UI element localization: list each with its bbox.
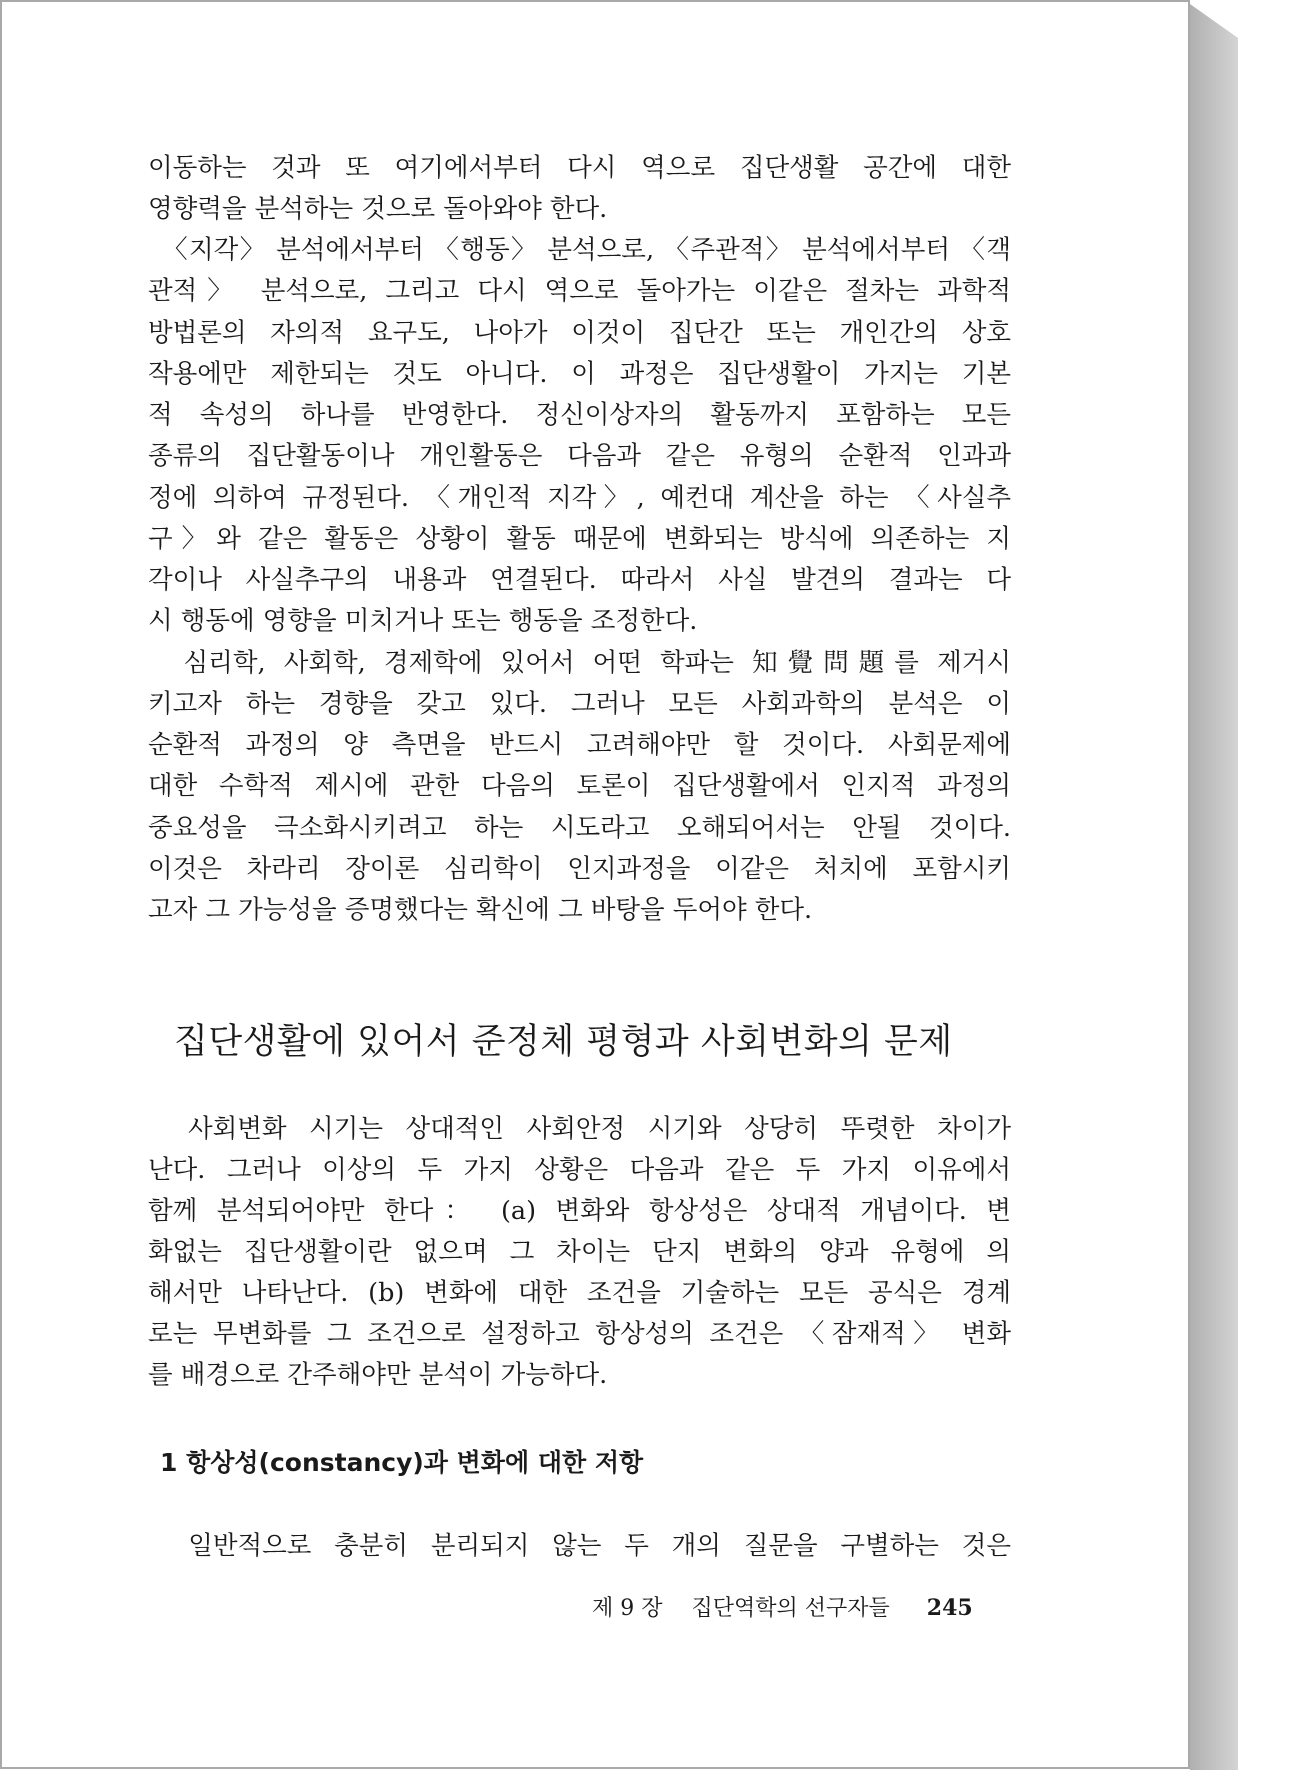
text-line: 방법론의 자의적 요구도, 나아가 이것이 집단간 또는 개인간의 상호	[148, 318, 1011, 348]
text-line: 〈지각〉 분석에서부터 〈행동〉 분석으로, 〈주관적〉 분석에서부터 〈객	[148, 235, 1011, 265]
text-line: 심리학, 사회학, 경제학에 있어서 어떤 학파는 知覺問題를 제거시	[148, 648, 1011, 678]
text-line: 사회변화 시기는 상대적인 사회안정 시기와 상당히 뚜렷한 차이가	[148, 1114, 1011, 1144]
text-line: 로는 무변화를 그 조건으로 설정하고 항상성의 조건은 〈잠재적〉 변화	[148, 1319, 1011, 1349]
text-line: 키고자 하는 경향을 갖고 있다. 그러나 모든 사회과학의 분석은 이	[148, 689, 1011, 719]
page-edge-shadow	[1190, 4, 1238, 1770]
text-line: 구〉와 같은 활동은 상황이 활동 때문에 변화되는 방식에 의존하는 지	[148, 524, 1011, 554]
page-number: 245	[926, 1595, 973, 1621]
text-line: 화없는 집단생활이란 없으며 그 차이는 단지 변화의 양과 유형에 의	[148, 1237, 1011, 1267]
text-line: 시 행동에 영향을 미치거나 또는 행동을 조정한다.	[148, 606, 698, 636]
text-line: 순환적 과정의 양 측면을 반드시 고려해야만 할 것이다. 사회문제에	[148, 730, 1011, 760]
text-line: 영향력을 분석하는 것으로 돌아와야 한다.	[148, 194, 608, 224]
text-line: 를 배경으로 간주해야만 분석이 가능하다.	[148, 1360, 608, 1390]
text-line: 일반적으로 충분히 분리되지 않는 두 개의 질문을 구별하는 것은	[148, 1531, 1011, 1561]
text-line: 난다. 그러나 이상의 두 가지 상황은 다음과 같은 두 가지 이유에서	[148, 1155, 1011, 1185]
running-footer	[592, 1593, 973, 1624]
text-line: 중요성을 극소화시키려고 하는 시도라고 오해되어서는 안될 것이다.	[148, 813, 1011, 843]
text-line: 이동하는 것과 또 여기에서부터 다시 역으로 집단생활 공간에 대한	[148, 153, 1011, 183]
text-line: 대한 수학적 제시에 관한 다음의 토론이 집단생활에서 인지적 과정의	[148, 771, 1011, 801]
text-line: 고자 그 가능성을 증명했다는 확신에 그 바탕을 두어야 한다.	[148, 895, 813, 925]
text-line: 함께 분석되어야만 한다： (a) 변화와 항상성은 상대적 개념이다. 변	[148, 1196, 1011, 1226]
text-line: 관적〉 분석으로, 그리고 다시 역으로 돌아가는 이같은 절차는 과학적	[148, 276, 1011, 306]
text-line: 해서만 나타난다. (b) 변화에 대한 조건을 기술하는 모든 공식은 경계	[148, 1278, 1011, 1308]
text-line: 이것은 차라리 장이론 심리학이 인지과정을 이같은 처치에 포함시키	[148, 854, 1011, 884]
text-line: 적 속성의 하나를 반영한다. 정신이상자의 활동까지 포함하는 모든	[148, 400, 1011, 430]
text-line: 작용에만 제한되는 것도 아니다. 이 과정은 집단생활이 가지는 기본	[148, 359, 1011, 389]
section-heading: 집단생활에 있어서 준정체 평형과 사회변화의 문제	[174, 1022, 953, 1062]
chapter-title: 집단역학의 선구자들	[691, 1596, 890, 1621]
text-line: 종류의 집단활동이나 개인활동은 다음과 같은 유형의 순환적 인과과	[148, 441, 1011, 471]
text-line: 정에 의하여 규정된다. 〈개인적 지각〉, 예컨대 계산을 하는 〈사실추	[148, 483, 1011, 513]
chapter-label: 제 9 장	[592, 1596, 663, 1621]
subsection-heading: 1 항상성(constancy)과 변화에 대한 저항	[160, 1448, 644, 1477]
text-line: 각이나 사실추구의 내용과 연결된다. 따라서 사실 발견의 결과는 다	[148, 565, 1011, 595]
